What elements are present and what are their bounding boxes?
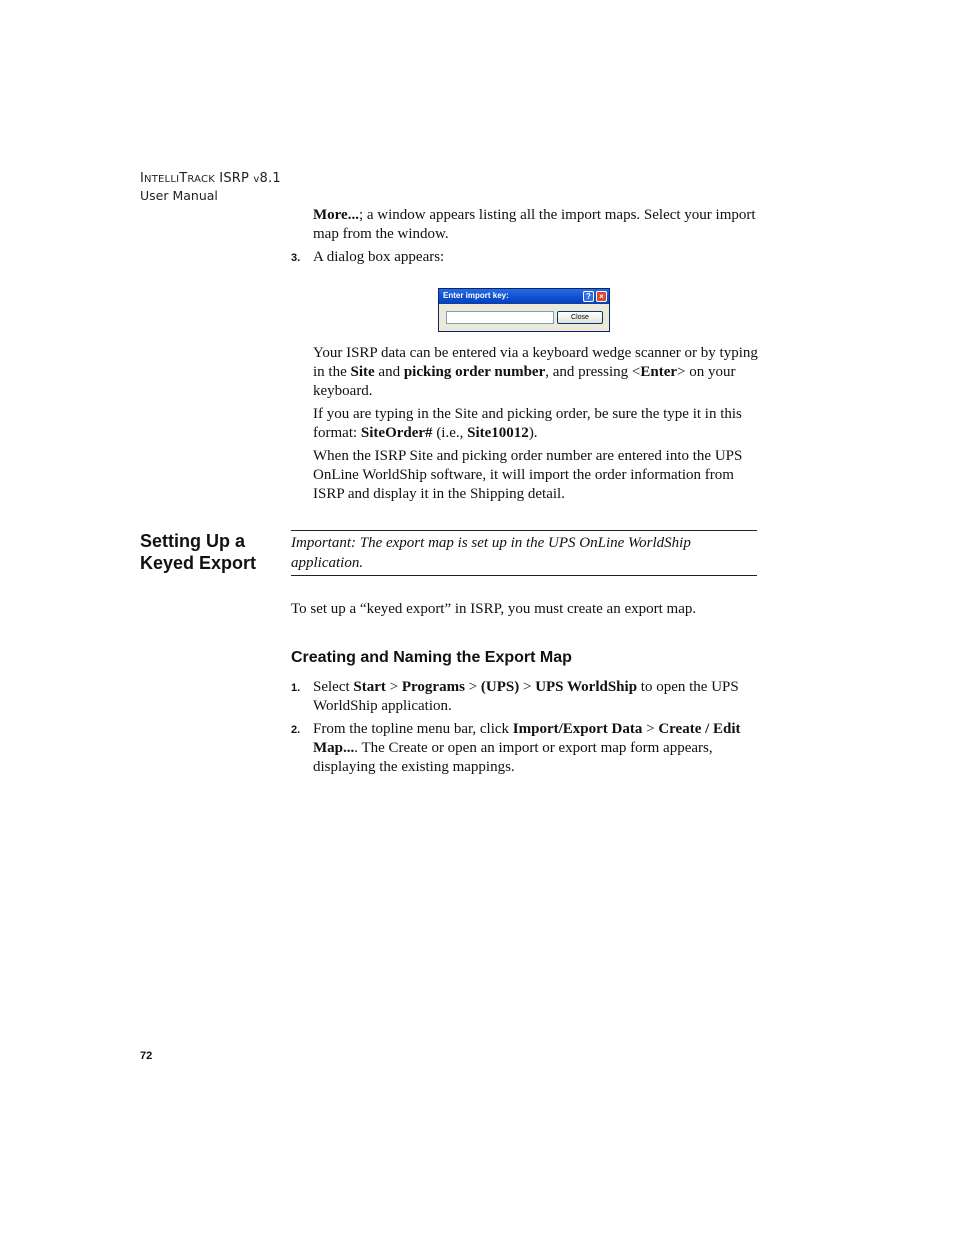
page-number: 72 — [140, 1050, 153, 1062]
close-icon[interactable]: × — [596, 291, 607, 302]
subsection-heading: Creating and Naming the Export Map — [291, 649, 572, 666]
step-text: Select Start > Programs > (UPS) > UPS WorldShip to open the UPS WorldShip application. — [313, 679, 739, 714]
continued-paragraph: More...; a window appears listing all the import maps. Select your import map from the window. — [313, 207, 756, 242]
step-number: 1. — [291, 682, 301, 694]
dialog-title-bar — [439, 289, 609, 304]
import-key-dialog — [438, 288, 610, 332]
step-text: From the topline menu bar, click Import/Export Data > Create / Edit Map.... The Create or open an import or export map form appears, displaying the existing mappings. — [313, 721, 741, 775]
import-key-input[interactable] — [446, 311, 554, 324]
step-text: A dialog box appears: — [313, 249, 445, 265]
running-header-subtitle: User Manual — [140, 188, 218, 203]
section-heading: Setting Up a Keyed Export — [140, 531, 257, 573]
step-number: 2. — [291, 724, 301, 736]
important-note: Important: The export map is set up in the UPS OnLine WorldShip application. — [291, 535, 691, 571]
close-button[interactable]: Close — [557, 311, 603, 324]
dialog-title: Enter import key: — [443, 291, 509, 300]
help-icon[interactable]: ? — [583, 291, 594, 302]
body-paragraph: When the ISRP Site and picking order number are entered into the UPS OnLine WorldShip software, it will import the order information from ISRP and display it in the Shipping detail. — [313, 448, 743, 502]
running-header-title: INTELLITRACK ISRP v8.1 — [140, 171, 281, 186]
step-number: 3. — [291, 252, 301, 264]
note-bottom-rule — [291, 575, 757, 576]
body-paragraph: If you are typing in the Site and picking order, be sure the type it in this format: SiteOrder# (i.e., Site10012). — [313, 406, 742, 441]
note-top-rule — [291, 530, 757, 531]
intro-paragraph: To set up a “keyed export” in ISRP, you must create an export map. — [291, 601, 697, 617]
body-paragraph: Your ISRP data can be entered via a keyboard wedge scanner or by typing in the Site and picking order number, and pressing <Enter> on your keyboard. — [313, 345, 758, 399]
